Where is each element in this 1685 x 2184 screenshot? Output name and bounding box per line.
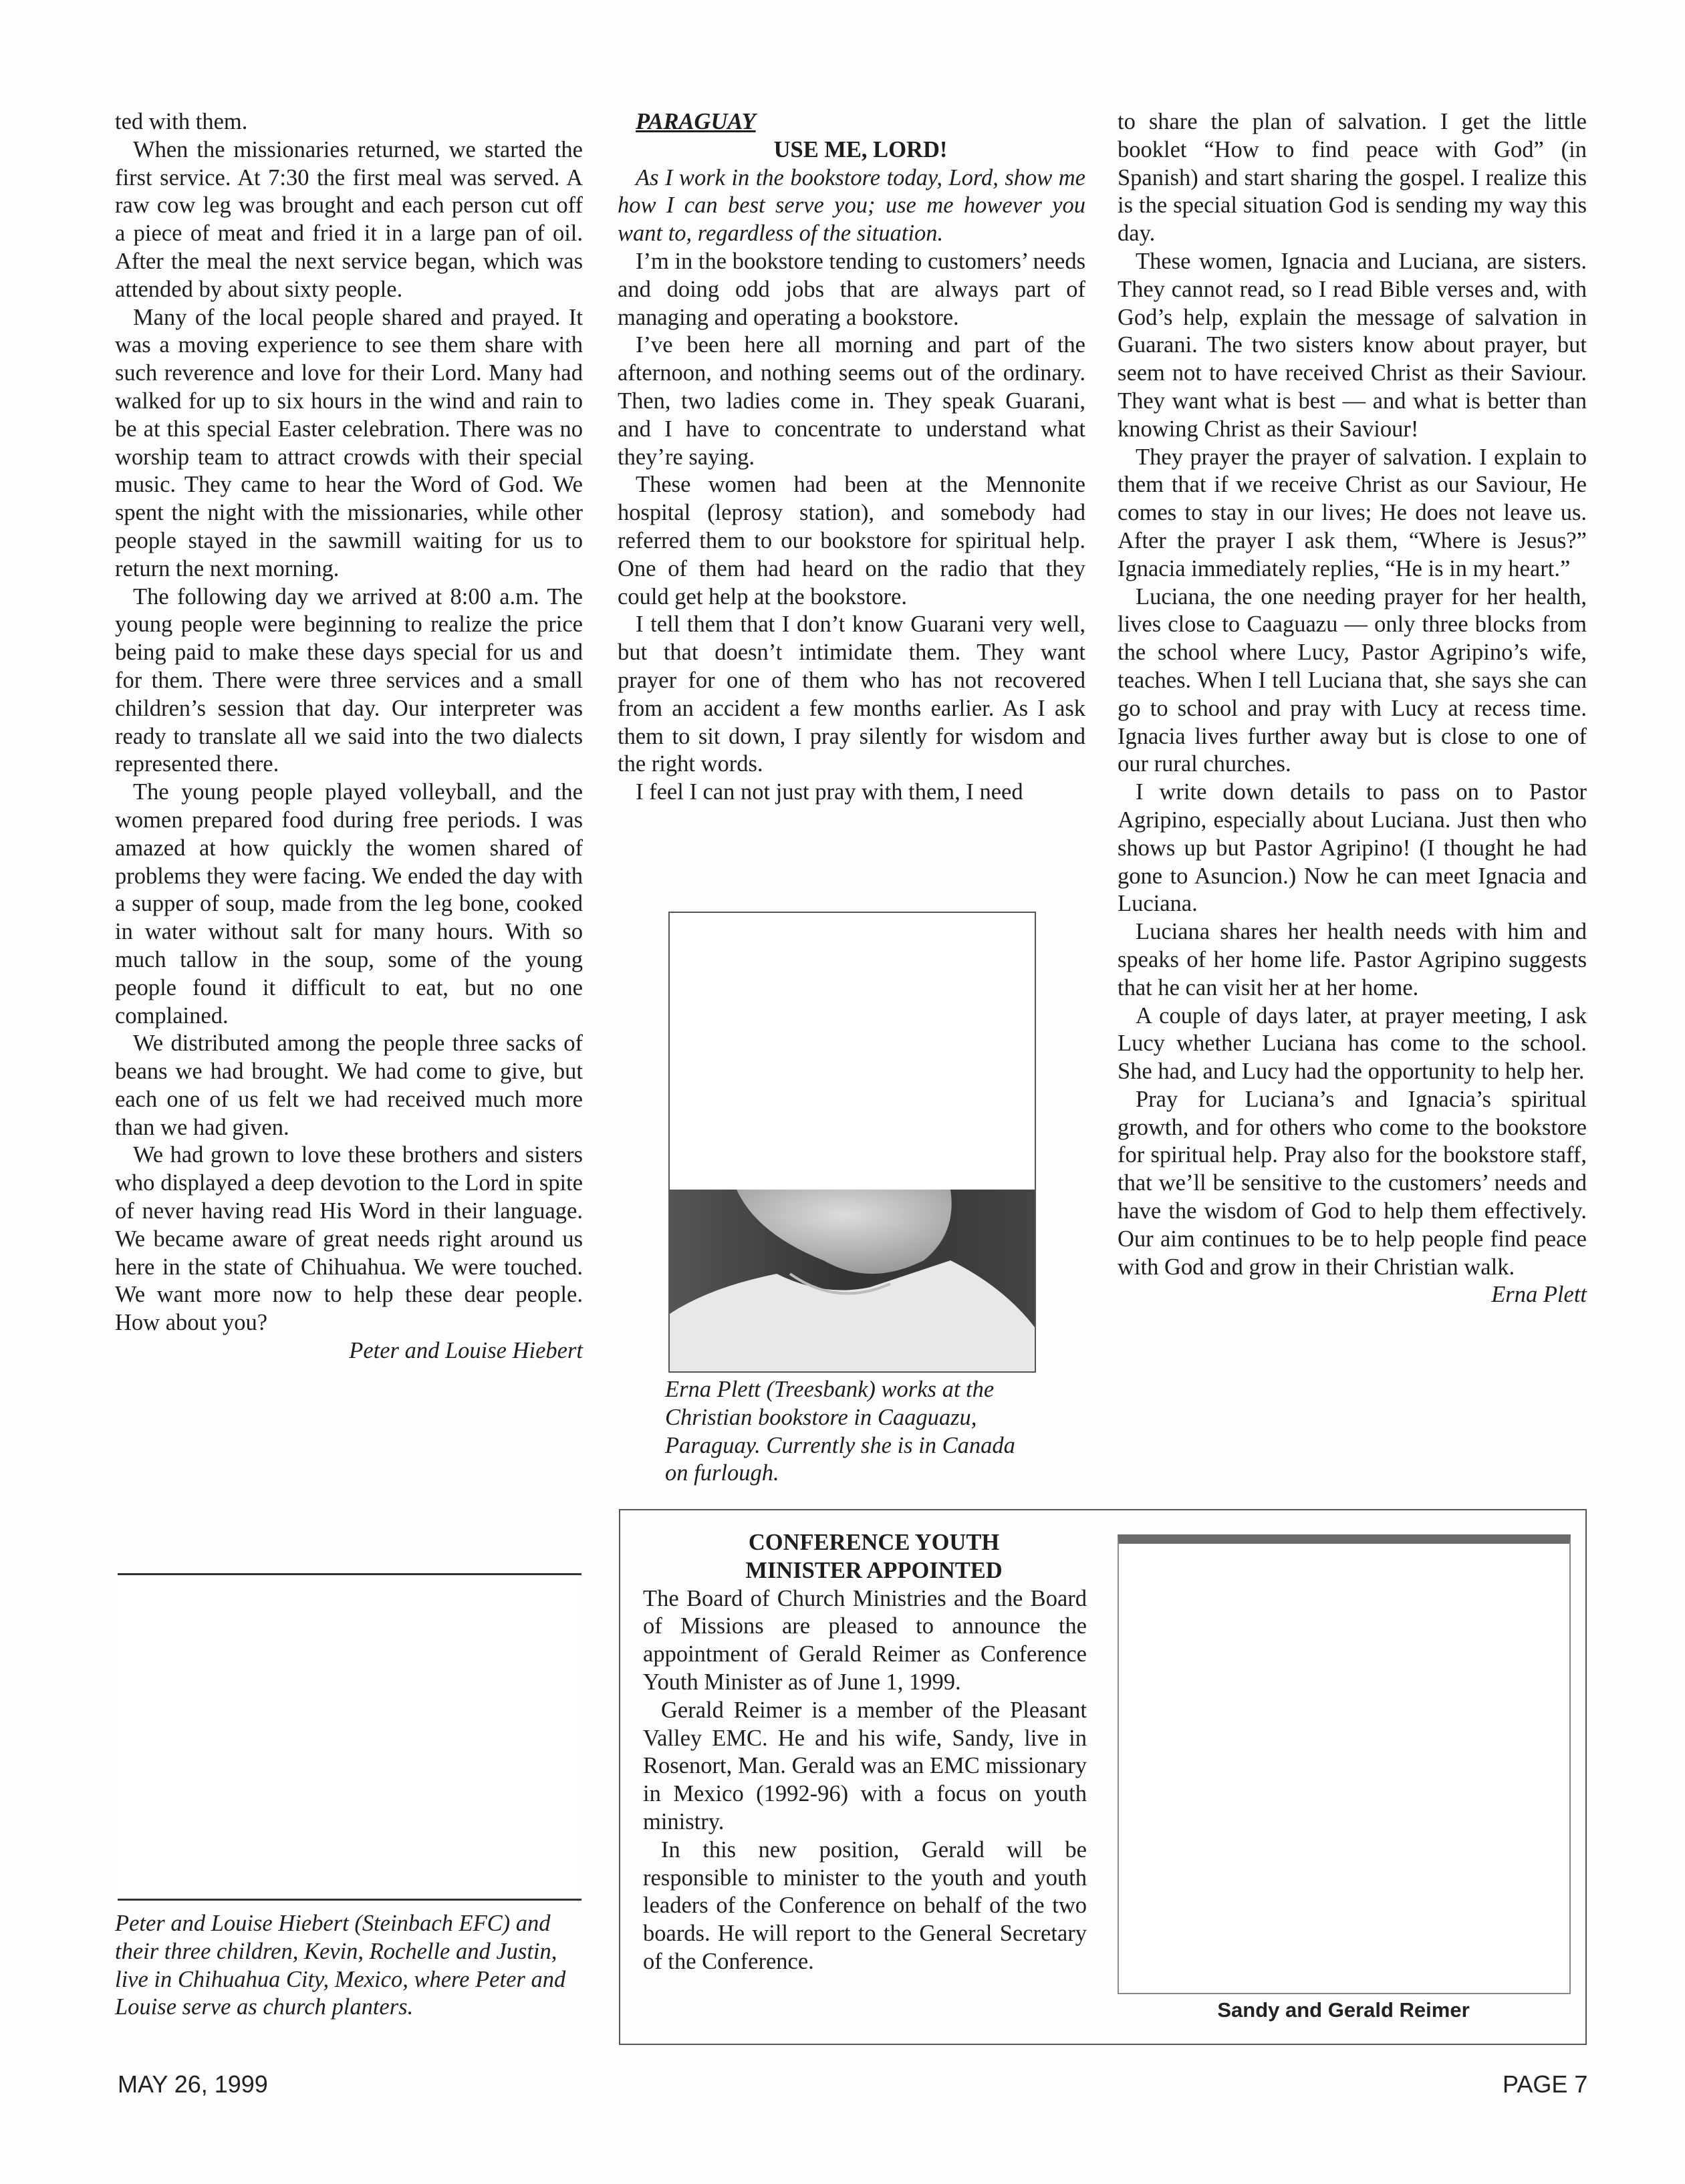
announcement-paragraph-2: In this new position, Gerald will be responsible to minister to the youth and youth leaders of the Conference on behalf of the two boards. He will report to the General Secretary of the Conference. [643,1836,1087,1974]
right-paragraph-7: Pray for Luciana’s and Ignacia’s spiritual growth, and for others who come to the bookstore for spiritual help. Pray also for the bookstore staff, that we’ll be sensitive to the customers’ needs and have the wisdom of God to help them effectively. Our aim continues to be to help people find peace with God and grow in their Christian walk. [1118,1086,1587,1280]
right-paragraph-6: A couple of days later, at prayer meeting, I ask Lucy whether Luciana has come to the school. She had, and Lucy had the opportunity to help her. [1118,1002,1587,1085]
middle-paragraph-3: These women had been at the Mennonite hospital (leprosy station), and somebody had referred them to our bookstore for spiritual help. One of them had heard on the radio that they could get help at the bookstore. [618,472,1085,609]
erna-plett-photo-image [670,913,1035,1371]
right-paragraph-2: They prayer the prayer of salvation. I explain to them that if we receive Christ as our Saviour, He comes to stay in our lives; He does not leave us. After the prayer I ask them, “Where is Jesus?” Ignacia immediately replies, “He is in my heart.” [1118,444,1587,581]
middle-paragraph-4: I tell them that I don’t know Guarani very well, but that doesn’t intimidate them. They want prayer for one of them who has not recovered from an accident a few months earlier. As I ask them to sit down, I pray silently for wisdom and the right words. [618,611,1085,777]
erna-plett-caption: Erna Plett (Treesbank) works at the Christian bookstore in Caaguazu, Paraguay. Currently she is in Canada on furlough. [665,1377,1015,1486]
left-column [115,108,583,1365]
right-paragraph-3: Luciana, the one needing prayer for her health, lives close to Caaguazu — only three blocks from the school where Lucy, Pastor Agripino’s wife, teaches. When I tell Luciana that, she says she can go to school and pray with Lucy at recess time. Ignacia lives further away but is close to one of our rural churches. [1118,583,1587,777]
announcement-paragraph-1: Gerald Reimer is a member of the Pleasant Valley EMC. He and his wife, Sandy, live in Rosenort, Man. Gerald was an EMC missionary in Mexico (1992-96) with a focus on youth ministry. [643,1697,1087,1834]
left-signature: Peter and Louise Hiebert [349,1338,583,1364]
right-signature: Erna Plett [1491,1282,1587,1308]
right-paragraph-4: I write down details to pass on to Pastor Agripino, especially about Luciana. Just then who shows up but Pastor Agripino! (I thought he had gone to Asuncion.) Now he can meet Ignacia and Luciana. [1118,779,1587,917]
left-paragraph-6: We had grown to love these brothers and sisters who displayed a deep devotion to the Lord in spite of never having read His Word in their language. We became aware of great needs right around us here in the state of Chihuahua. We were touched. We want more now to help these dear people. How about you? [115,1142,583,1336]
announcement-paragraph-0: The Board of Church Ministries and the Board of Missions are pleased to announce the appointment of Gerald Reimer as Conference Youth Minister as of June 1, 1999. [643,1585,1087,1695]
hiebert-photo-caption: Peter and Louise Hiebert (Steinbach EFC) and their three children, Kevin, Rochelle and Justin, live in Chihuahua City, Mexico, where Peter and Louise serve as church planters. [115,1911,566,2020]
announcement-text [643,1529,1087,1976]
middle-paragraph-1: I’m in the bookstore tending to customers’ needs and doing odd jobs that are always part of managing and operating a bookstore. [618,248,1085,330]
right-paragraph-5: Luciana shares her health needs with him and speaks of her home life. Pastor Agripino suggests that he can visit her at her home. [1118,919,1587,1000]
left-paragraph-5: We distributed among the people three sacks of beans we had brought. We had come to give, but each one of us felt we had received much more than we had given. [115,1031,583,1140]
left-paragraph-1: When the missionaries returned, we started the first service. At 7:30 the first meal was served. A raw cow leg was brought and each person cut off a piece of meat and fried it in a large pan of oil. After the meal the next service began, which was attended by about sixty people. [115,136,583,302]
headline-use-me-lord: USE ME, LORD! [773,136,948,162]
right-column [1118,108,1587,1309]
announcement-headline-line-2: MINISTER APPOINTED [745,1557,1003,1583]
hiebert-family-photo [118,1573,581,1901]
footer-page-number: PAGE 7 [1503,2070,1588,2098]
middle-paragraph-5: I feel I can not just pray with them, I need [636,779,1023,805]
middle-column [618,108,1085,807]
section-tag-paraguay: PARAGUAY [636,109,756,134]
middle-paragraph-2: I’ve been here all morning and part of the afternoon, and nothing seems out of the ordinary. Then, two ladies come in. They speak Guarani, and I have to concentrate to understand what they’re saying. [618,332,1085,470]
reimer-photo [1118,1534,1571,1994]
left-paragraph-4: The young people played volleyball, and the women prepared food during free periods. I was amazed at how quickly the women shared of problems they were facing. We ended the day with a supper of soup, made from the leg bone, cooked in water without salt for many hours. With so much tallow in the soup, some of the young people found it difficult to eat, but no one complained. [115,779,583,1029]
announcement-headline-line-1: CONFERENCE YOUTH [748,1530,1000,1555]
right-paragraph-1: These women, Ignacia and Luciana, are sisters. They cannot read, so I read Bible verses and, with God’s help, explain the message of salvation in Guarani. The two sisters know about prayer, but seem not to have received Christ as their Saviour. They want what is best — and what is better than knowing Christ as their Saviour! [1118,248,1587,442]
left-paragraph-0: ted with them. [115,109,248,134]
middle-paragraph-0: As I work in the bookstore today, Lord, show me how I can best serve you; use me however you want to, regardless of the situation. [618,164,1085,247]
right-paragraph-0: to share the plan of salvation. I get the little booklet “How to find peace with God” (in Spanish) and start sharing the gospel. I realize this is the special situation God is sending my way this day. [1118,109,1587,247]
left-paragraph-3: The following day we arrived at 8:00 a.m. The young people were beginning to realize the price being paid to make these days special for us and for them. There were three services and a small children’s session that day. Our interpreter was ready to translate all we said into the two dialects represented there. [115,583,583,777]
reimer-photo-caption: Sandy and Gerald Reimer [1217,1998,1470,2022]
footer-date: MAY 26, 1999 [118,2070,268,2098]
erna-plett-photo [668,912,1036,1373]
left-paragraph-2: Many of the local people shared and prayed. It was a moving experience to see them share with such reverence and love for their Lord. Many had walked for up to six hours in the wind and rain to be at this special Easter celebration. There was no worship team to attract crowds with their special music. They came to hear the Word of God. We spent the night with the missionaries, while other people stayed in the sawmill waiting for us to return the next morning. [115,304,583,581]
